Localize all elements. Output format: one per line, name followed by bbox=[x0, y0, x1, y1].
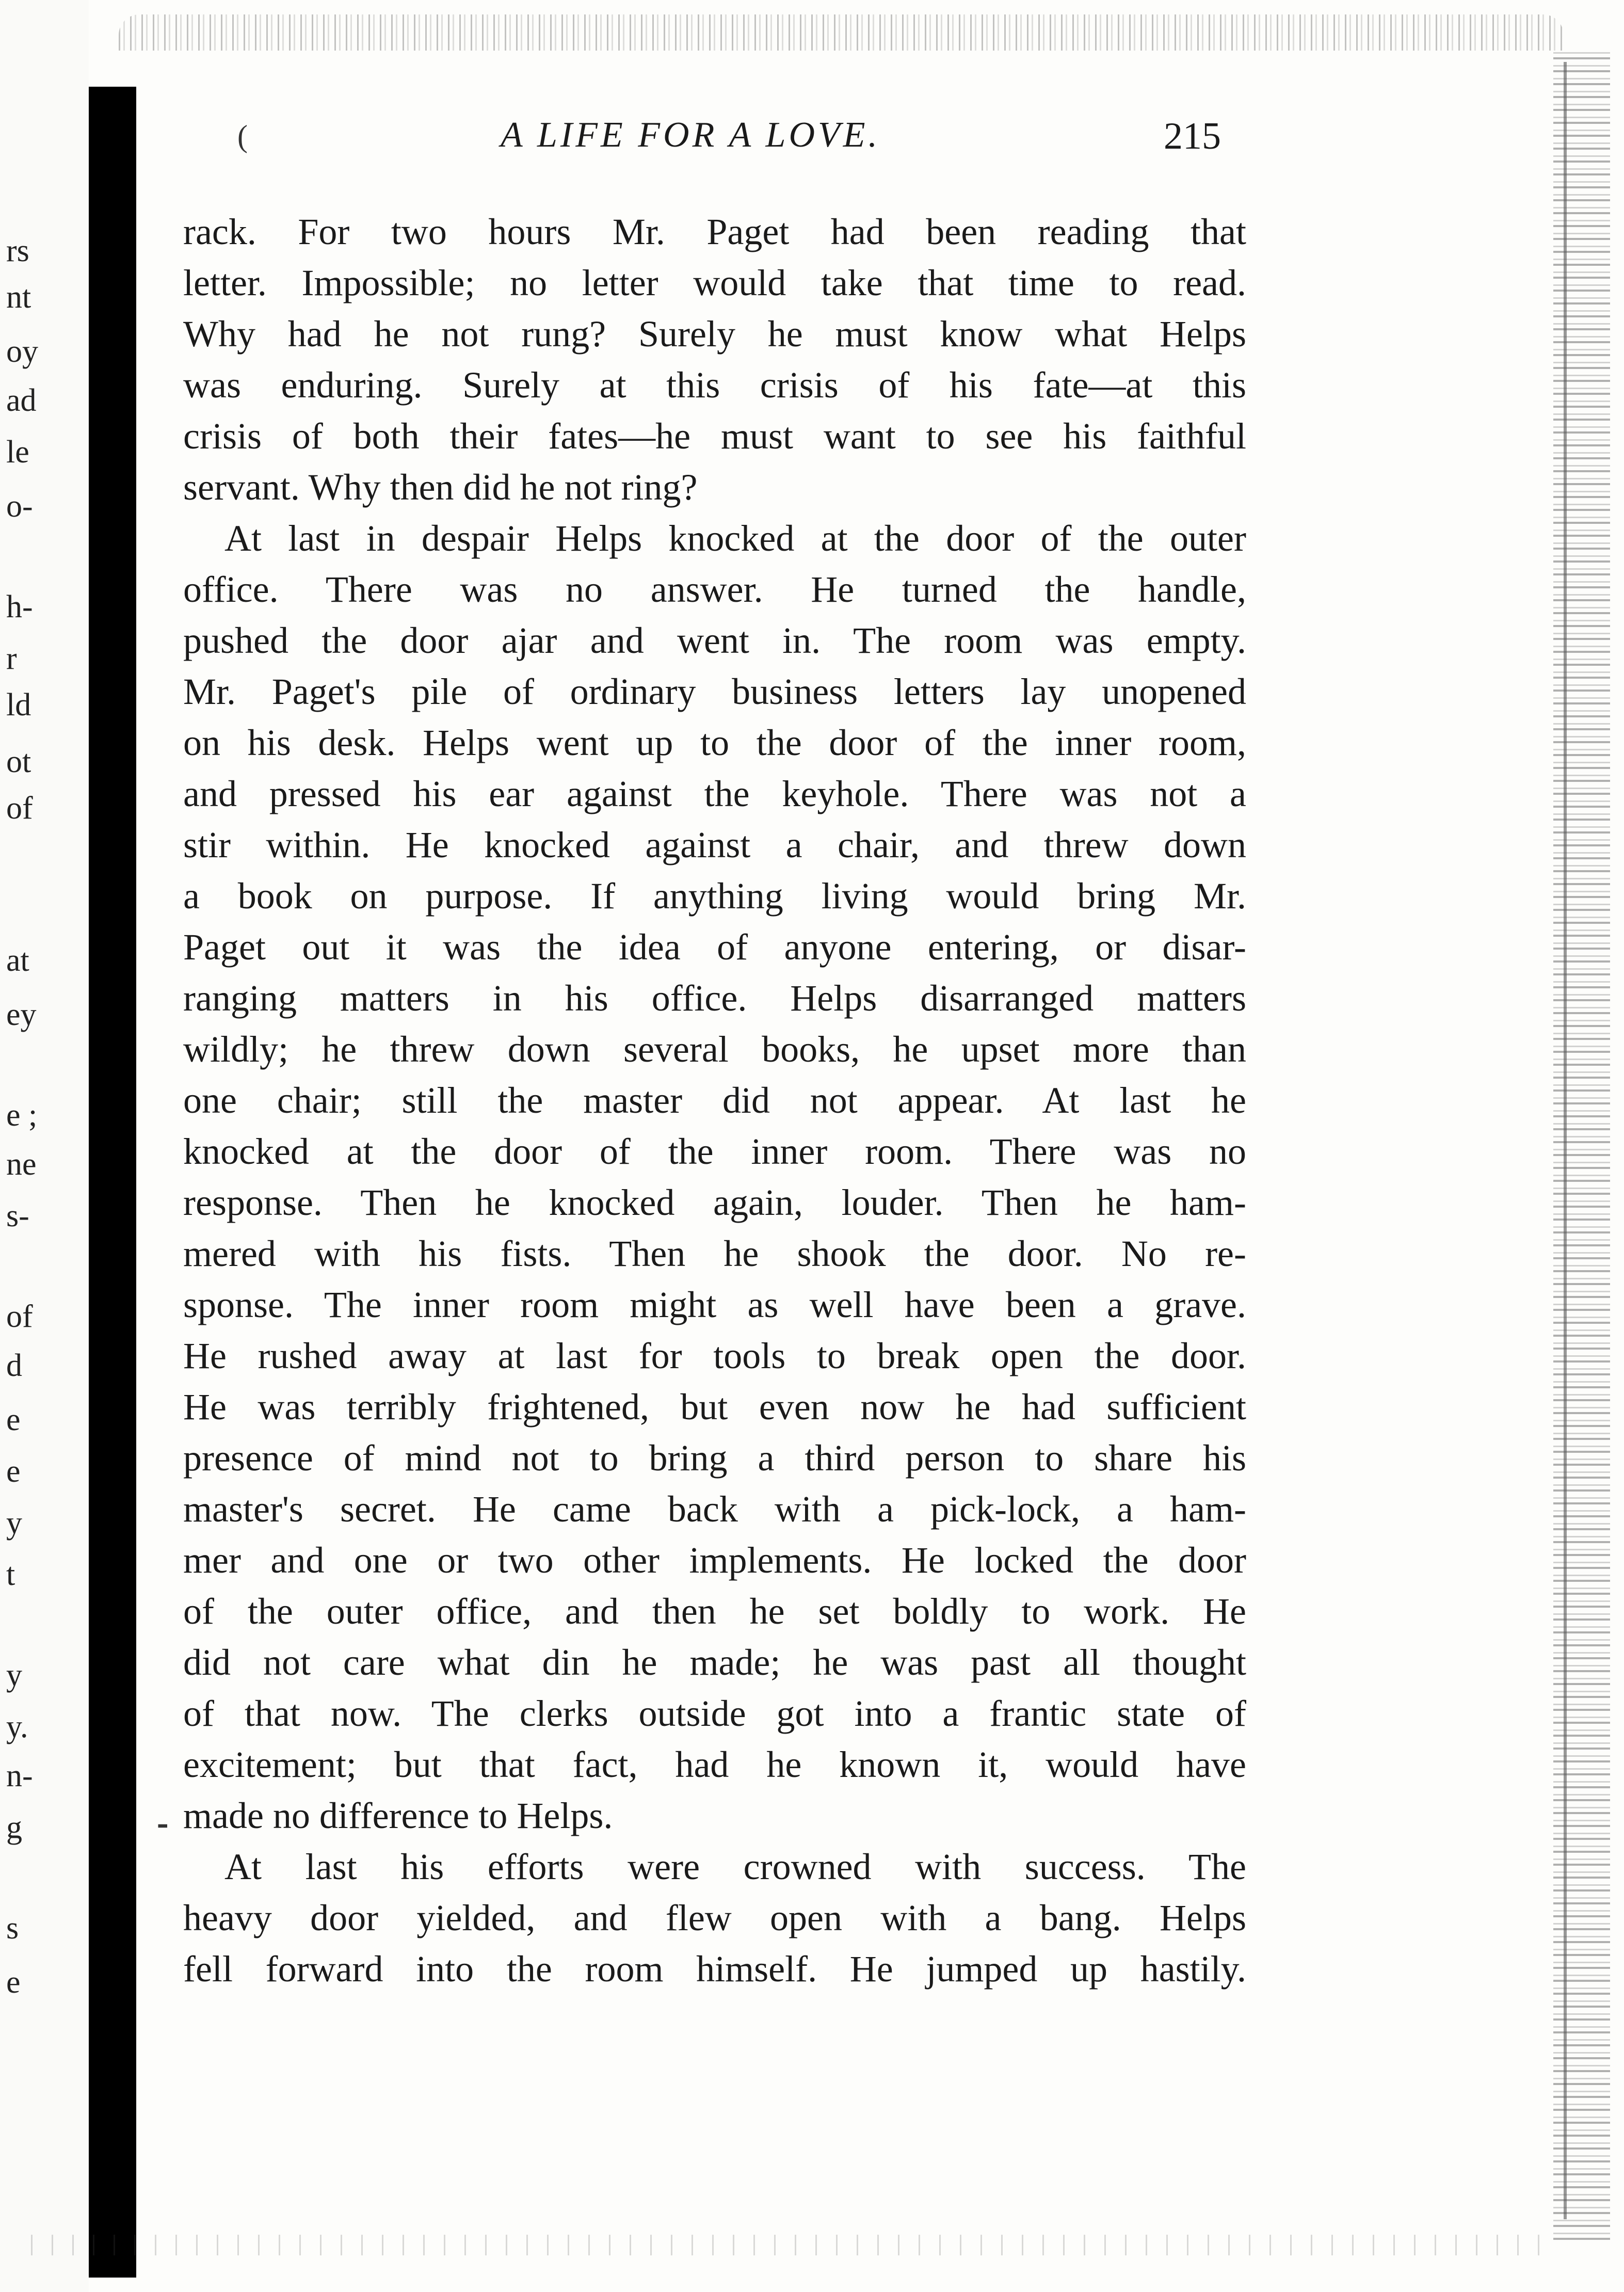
fragment: ld bbox=[6, 687, 31, 723]
fragment: n- bbox=[6, 1758, 33, 1793]
text-line: Paget out it was the idea of anyone entering, or disar- bbox=[183, 926, 1246, 968]
fragment: ey bbox=[6, 997, 37, 1032]
text-line: Why had he not rung? Surely he must know what Helps bbox=[183, 313, 1246, 355]
fragment: ot bbox=[6, 744, 31, 779]
bottom-scan-edge bbox=[31, 2235, 1553, 2255]
page-number: 215 bbox=[1164, 115, 1221, 157]
fragment: ad bbox=[6, 383, 37, 418]
fragment: e bbox=[6, 1965, 21, 2000]
running-header-title: A LIFE FOR A LOVE. bbox=[501, 115, 881, 155]
fragment: le bbox=[6, 435, 29, 470]
body-text bbox=[183, 206, 1246, 1995]
text-line: of that now. The clerks outside got into a frantic state of bbox=[183, 1693, 1246, 1734]
stray-mark: ( bbox=[237, 119, 248, 153]
text-line: At last in despair Helps knocked at the door of the outer bbox=[224, 518, 1246, 559]
text-line: crisis of both their fates—he must want to see his faithful bbox=[183, 415, 1246, 457]
text-line: one chair; still the master did not appear. At last he bbox=[183, 1080, 1246, 1121]
fragment: r bbox=[6, 641, 17, 676]
right-binding-line bbox=[1564, 62, 1567, 2219]
gutter-shadow-bar bbox=[89, 87, 136, 2278]
text-line: rack. For two hours Mr. Paget had been reading that bbox=[183, 211, 1246, 252]
text-line: excitement; but that fact, had he known it, would have bbox=[183, 1744, 1246, 1785]
fragment: of bbox=[6, 1299, 33, 1334]
right-scan-edge bbox=[1553, 46, 1610, 2240]
text-line: knocked at the door of the inner room. There was no bbox=[183, 1131, 1246, 1172]
text-line: master's secret. He came back with a pick-lock, a ham- bbox=[183, 1488, 1246, 1530]
text-line: Mr. Paget's pile of ordinary business letters lay unopened bbox=[183, 671, 1246, 712]
text-line: pushed the door ajar and went in. The room was empty. bbox=[183, 620, 1246, 661]
stray-mark: ⁃ bbox=[155, 1810, 170, 1844]
fragment: d bbox=[6, 1348, 22, 1383]
fragment: rs bbox=[6, 233, 29, 268]
fragment: oy bbox=[6, 334, 38, 369]
text-line: presence of mind not to bring a third person to share his bbox=[183, 1437, 1246, 1479]
fragment: y bbox=[6, 1505, 22, 1541]
text-line: sponse. The inner room might as well have been a grave. bbox=[183, 1284, 1246, 1325]
text-line: mered with his fists. Then he shook the door. No re- bbox=[183, 1233, 1246, 1274]
fragment: y bbox=[6, 1658, 22, 1693]
top-scan-edge bbox=[119, 14, 1564, 51]
text-line: ranging matters in his office. Helps disarranged matters bbox=[183, 977, 1246, 1019]
fragment: o- bbox=[6, 489, 33, 524]
fragment: y. bbox=[6, 1709, 28, 1744]
fragment: ne bbox=[6, 1147, 37, 1182]
fragment: at bbox=[6, 943, 29, 978]
text-line: of the outer office, and then he set boldly to work. He bbox=[183, 1591, 1246, 1632]
text-line: At last his efforts were crowned with success. The bbox=[224, 1846, 1246, 1887]
text-line: fell forward into the room himself. He jumped up hastily. bbox=[183, 1948, 1246, 1990]
fragment: h- bbox=[6, 589, 33, 624]
text-line: servant. Why then did he not ring? bbox=[183, 467, 698, 508]
fragment: s bbox=[6, 1911, 19, 1946]
fragment: s- bbox=[6, 1198, 29, 1233]
text-line: response. Then he knocked again, louder. Then he ham- bbox=[183, 1182, 1246, 1223]
text-line: letter. Impossible; no letter would take that time to read. bbox=[183, 262, 1246, 303]
fragment: e bbox=[6, 1402, 21, 1437]
fragment: g bbox=[6, 1810, 22, 1845]
text-line: office. There was no answer. He turned the handle, bbox=[183, 569, 1246, 610]
fragment: of bbox=[6, 791, 33, 826]
text-line: wildly; he threw down several books, he upset more than bbox=[183, 1029, 1246, 1070]
fragment: t bbox=[6, 1557, 15, 1592]
text-line: a book on purpose. If anything living would bring Mr. bbox=[183, 875, 1246, 917]
fragment: e ; bbox=[6, 1098, 38, 1133]
text-line: He rushed away at last for tools to break open the door. bbox=[183, 1335, 1246, 1376]
text-line: and pressed his ear against the keyhole. There was not a bbox=[183, 773, 1246, 814]
text-line: stir within. He knocked against a chair, and threw down bbox=[183, 824, 1246, 865]
text-line: heavy door yielded, and flew open with a bang. Helps bbox=[183, 1897, 1246, 1938]
text-line: on his desk. Helps went up to the door of the inner room, bbox=[183, 722, 1246, 763]
text-line: did not care what din he made; he was past all thought bbox=[183, 1642, 1246, 1683]
text-line: made no difference to Helps. bbox=[183, 1795, 613, 1836]
text-line: He was terribly frightened, but even now he had sufficient bbox=[183, 1386, 1246, 1428]
fragment: e bbox=[6, 1454, 21, 1489]
text-line: was enduring. Surely at this crisis of his fate—at this bbox=[183, 364, 1246, 406]
text-line: mer and one or two other implements. He locked the door bbox=[183, 1540, 1246, 1581]
fragment: nt bbox=[6, 280, 31, 315]
